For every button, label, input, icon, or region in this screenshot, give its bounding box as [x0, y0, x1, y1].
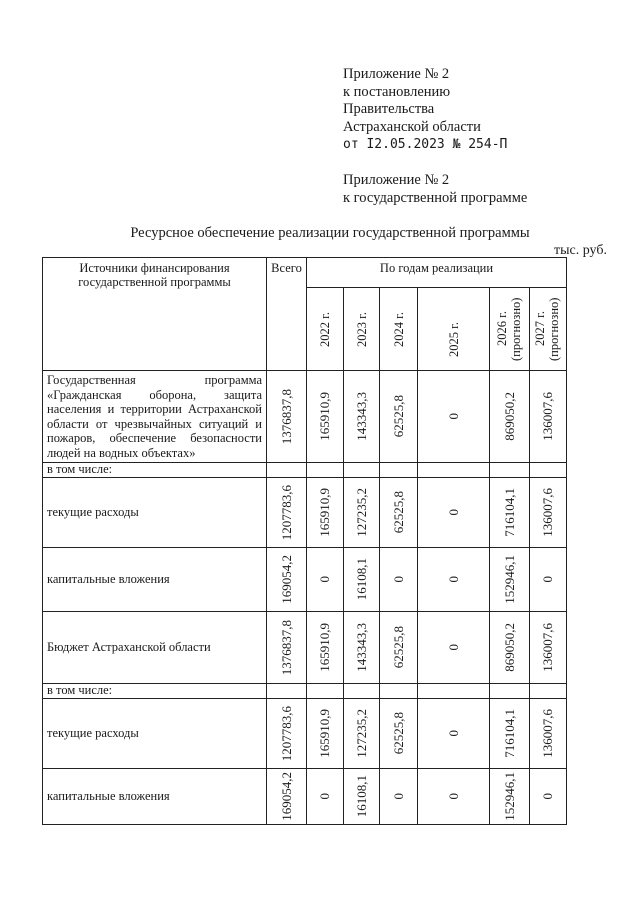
- row-value: [307, 699, 344, 769]
- value-text: 0: [317, 793, 332, 800]
- value-text: 169054,2: [278, 555, 294, 604]
- row-value: [344, 612, 380, 684]
- row-value: [490, 548, 530, 612]
- row-value: [490, 612, 530, 684]
- appendix-program-line2: к государственной программе: [343, 189, 528, 206]
- value-text: 62525,8: [390, 712, 406, 755]
- row-value: [307, 548, 344, 612]
- value-text: 127235,2: [353, 709, 369, 758]
- table-row: [43, 478, 567, 548]
- value-text: 0: [445, 644, 461, 651]
- row-value: [380, 371, 418, 463]
- row-name: капитальные вложения: [43, 548, 267, 612]
- row-name: Государственная программа «Гражданская оборона, защита населения и территории Астраханской области от чрезвычайных ситуаций и пожаров, обеспечение безопасности людей на водных объектах»: [43, 371, 267, 463]
- value-text: 0: [540, 576, 555, 583]
- value-text: 16108,1: [353, 775, 369, 818]
- row-value: [344, 769, 380, 825]
- appendix-order-line2: к постановлению: [343, 83, 451, 100]
- value-text: 62525,8: [390, 491, 406, 534]
- row-value: [530, 371, 567, 463]
- row-value: [490, 478, 530, 548]
- header-year-2027: [530, 288, 567, 371]
- row-name: капитальные вложения: [43, 769, 267, 825]
- row-value: [344, 699, 380, 769]
- row-value: [380, 612, 418, 684]
- value-text: 165910,9: [317, 623, 332, 672]
- row-value: [530, 478, 567, 548]
- value-text: 1207783,6: [278, 705, 294, 762]
- header-year-2024: [380, 288, 418, 371]
- row-total: [267, 371, 307, 463]
- appendix-program-block: [343, 172, 527, 207]
- value-text: 1376837,8: [278, 388, 294, 445]
- table-row: [43, 769, 567, 825]
- row-total: [267, 478, 307, 548]
- row-name: текущие расходы: [43, 699, 267, 769]
- row-value: [490, 769, 530, 825]
- table-row-including: [43, 684, 567, 699]
- row-name: текущие расходы: [43, 478, 267, 548]
- header-year-label: 2026 г. (прогнозно): [494, 297, 523, 361]
- value-text: 0: [445, 509, 461, 516]
- row-value: [418, 478, 490, 548]
- value-text: 165910,9: [317, 709, 332, 758]
- appendix-order-line1: Приложение № 2: [343, 66, 450, 82]
- row-value: [344, 478, 380, 548]
- value-text: 136007,6: [540, 623, 555, 672]
- value-text: 169054,2: [278, 772, 294, 821]
- row-value: [380, 769, 418, 825]
- value-text: 165910,9: [317, 488, 332, 537]
- row-value: [307, 612, 344, 684]
- row-value: [530, 548, 567, 612]
- row-value: [380, 699, 418, 769]
- row-total: [267, 699, 307, 769]
- appendix-program-line1: Приложение № 2: [343, 172, 450, 188]
- row-value: [530, 769, 567, 825]
- appendix-order-date: от I2.05.2023 № 254-П: [343, 137, 508, 152]
- header-year-label: 2027 г. (прогнозно): [533, 297, 561, 361]
- table-row: [43, 548, 567, 612]
- row-value: [344, 371, 380, 463]
- row-total: [267, 548, 307, 612]
- value-text: 716104,1: [501, 488, 517, 537]
- row-total: [267, 612, 307, 684]
- value-text: 0: [445, 730, 461, 737]
- table-row-including: [43, 463, 567, 478]
- value-text: 0: [445, 413, 461, 420]
- value-text: 0: [317, 576, 332, 583]
- row-total: [267, 769, 307, 825]
- header-source: Источники финансирования государственной программы: [43, 258, 267, 371]
- row-name: Бюджет Астраханской области: [43, 612, 267, 684]
- value-text: 0: [390, 793, 406, 800]
- value-text: 165910,9: [317, 392, 332, 441]
- header-total: Всего: [267, 258, 307, 371]
- value-text: 136007,6: [540, 488, 555, 537]
- row-value: [418, 769, 490, 825]
- value-text: 869050,2: [501, 623, 517, 672]
- row-value: [418, 612, 490, 684]
- appendix-order-block: [343, 66, 507, 154]
- row-value: [380, 548, 418, 612]
- value-text: 143343,3: [353, 392, 369, 441]
- header-year-label: 2025 г.: [446, 321, 461, 357]
- value-text: 869050,2: [501, 392, 517, 441]
- row-value: [344, 548, 380, 612]
- value-text: 1376837,8: [278, 619, 294, 676]
- header-year-2025: [418, 288, 490, 371]
- row-value: [380, 478, 418, 548]
- value-text: 136007,6: [540, 709, 555, 758]
- row-value: [307, 478, 344, 548]
- row-value: [418, 699, 490, 769]
- table-row: [43, 699, 567, 769]
- value-text: 0: [445, 793, 461, 800]
- value-text: 127235,2: [353, 488, 369, 537]
- row-value: [307, 769, 344, 825]
- value-text: 1207783,6: [278, 484, 294, 541]
- row-value: [418, 548, 490, 612]
- header-year-label: 2022 г.: [318, 311, 332, 347]
- value-text: 136007,6: [540, 392, 555, 441]
- header-year-2023: [344, 288, 380, 371]
- table-row: [43, 371, 567, 463]
- header-year-label: 2023 г.: [354, 311, 369, 347]
- header-year-label: 2024 г.: [391, 311, 406, 347]
- units-label: тыс. руб.: [554, 243, 607, 258]
- row-value: [418, 371, 490, 463]
- value-text: 143343,3: [353, 623, 369, 672]
- value-text: 0: [540, 793, 555, 800]
- including-label: в том числе:: [43, 684, 267, 699]
- header-year-2026: [490, 288, 530, 371]
- row-value: [530, 699, 567, 769]
- row-value: [530, 612, 567, 684]
- value-text: 62525,8: [390, 626, 406, 669]
- including-label: в том числе:: [43, 463, 267, 478]
- value-text: 0: [445, 576, 461, 583]
- value-text: 62525,8: [390, 395, 406, 438]
- value-text: 152946,1: [501, 555, 517, 604]
- appendix-order-line4: Астраханской области: [343, 118, 481, 135]
- value-text: 0: [390, 576, 406, 583]
- funding-table: [42, 257, 567, 825]
- header-year-2022: [307, 288, 344, 371]
- appendix-order-line3: Правительства: [343, 101, 435, 117]
- document-title: Ресурсное обеспечение реализации государственной программы: [130, 225, 530, 241]
- value-text: 716104,1: [501, 709, 517, 758]
- row-value: [490, 371, 530, 463]
- row-value: [490, 699, 530, 769]
- value-text: 152946,1: [501, 772, 517, 821]
- row-value: [307, 371, 344, 463]
- table-row: [43, 612, 567, 684]
- header-by-years: По годам реализации: [307, 258, 567, 288]
- value-text: 16108,1: [353, 558, 369, 601]
